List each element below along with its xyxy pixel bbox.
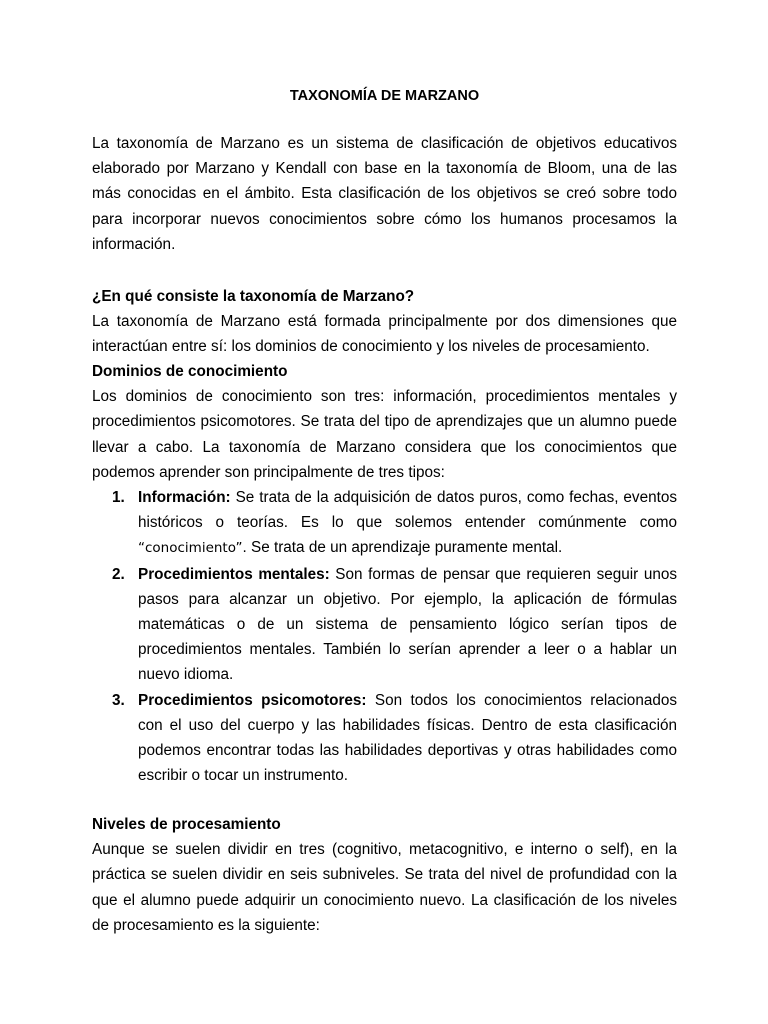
dominios-list bbox=[92, 485, 677, 788]
section-paragraph-consiste: La taxonomía de Marzano está formada principalmente por dos dimensiones que interactúan entre sí: los dominios de conocimiento y los niveles de procesamiento. bbox=[92, 313, 677, 356]
section-niveles bbox=[92, 812, 677, 938]
document-title: TAXONOMÍA DE MARZANO bbox=[289, 88, 480, 104]
list-number: 2. bbox=[112, 565, 125, 583]
list-item-informacion bbox=[92, 485, 677, 562]
list-item-text: Se trata de la adquisición de datos puros, como fechas, eventos históricos o teorías. Es lo que solemos entender comúnmente como bbox=[138, 489, 677, 532]
intro-block bbox=[92, 131, 677, 257]
quoted-term: “conocimiento” bbox=[138, 540, 243, 557]
list-item-procedimientos-mentales bbox=[92, 562, 677, 688]
intro-paragraph: La taxonomía de Marzano es un sistema de clasificación de objetivos educativos elaborado por Marzano y Kendall con base en la taxonomía de Bloom, una de las más conocidas en el ámbito. Esta clasificación de los objetivos se creó sobre todo para incorporar nuevos conocimientos sobre cómo los humanos procesamos la información. bbox=[92, 135, 677, 253]
section-heading-niveles: Niveles de procesamiento bbox=[92, 816, 281, 833]
list-number: 3. bbox=[112, 691, 125, 709]
list-item-text: Son todos los conocimientos relacionados con el uso del cuerpo y las habilidades físicas. Dentro de esta clasificación podemos encontrar todas las habilidades deportivas y otras habilidades como escribir o tocar un instrumento. bbox=[138, 691, 677, 785]
list-number: 1. bbox=[112, 489, 125, 507]
list-item-procedimientos-psicomotores bbox=[92, 688, 677, 789]
section-paragraph-niveles: Aunque se suelen dividir en tres (cognitivo, metacognitivo, e interno o self), en la práctica se suelen dividir en seis subniveles. Se trata del nivel de profundidad con la que el alumno puede adquirir un conocimiento nuevo. La clasificación de los niveles de procesamiento es la siguiente: bbox=[92, 841, 677, 934]
list-item-lead: Información: bbox=[138, 489, 231, 507]
section-dominios bbox=[92, 359, 677, 788]
list-item-text-after: . Se trata de un aprendizaje puramente mental. bbox=[242, 539, 563, 557]
section-heading-dominios: Dominios de conocimiento bbox=[92, 363, 288, 380]
section-consiste bbox=[92, 284, 677, 360]
list-item-text: Son formas de pensar que requieren seguir unos pasos para alcanzar un objetivo. Por ejemplo, la aplicación de fórmulas matemáticas o de un sistema de pensamiento lógico serían tipos de procedimientos mentales. También lo serían aprender a leer o a hablar un nuevo idioma. bbox=[138, 565, 677, 684]
section-heading-consiste: ¿En qué consiste la taxonomía de Marzano? bbox=[92, 288, 415, 305]
list-item-lead: Procedimientos mentales: bbox=[138, 565, 330, 583]
list-item-lead: Procedimientos psicomotores: bbox=[138, 691, 367, 709]
section-paragraph-dominios: Los dominios de conocimiento son tres: información, procedimientos mentales y procedimientos psicomotores. Se trata del tipo de aprendizajes que un alumno puede llevar a cabo. La taxonomía de Marzano considera que los conocimientos que podemos aprender son principalmente de tres tipos: bbox=[92, 388, 677, 481]
